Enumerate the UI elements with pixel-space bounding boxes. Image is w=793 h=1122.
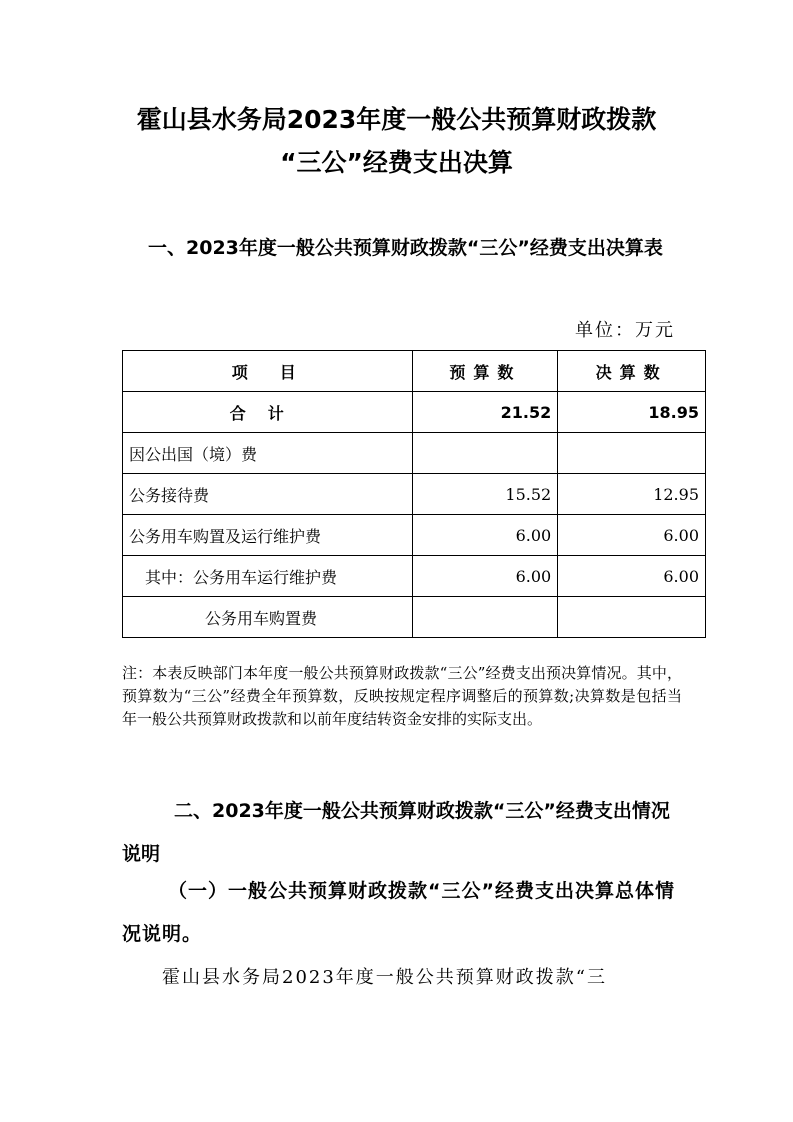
row-name: 公务用车购置费 (123, 597, 413, 638)
row-name: 公务用车购置及运行维护费 (123, 515, 413, 556)
row-budget (413, 433, 558, 474)
row-final: 6.00 (558, 556, 706, 597)
table-row (123, 433, 706, 474)
subsection1-heading: （一）一般公共预算财政拨款“三公”经费支出决算总体情况说明。 (122, 880, 675, 945)
row-budget: 6.00 (413, 556, 558, 597)
table-row (123, 556, 706, 597)
expenditure-table (122, 350, 706, 638)
section1-heading: 一、2023年度一般公共预算财政拨款“三公”经费支出决算表 (148, 237, 663, 259)
row-final: 18.95 (558, 392, 706, 433)
row-final (558, 433, 706, 474)
table-row-total (123, 392, 706, 433)
header-item: 项 目 (123, 351, 413, 392)
row-budget (413, 597, 558, 638)
header-budget: 预算数 (413, 351, 558, 392)
table-row (123, 474, 706, 515)
section2-heading: 二、2023年度一般公共预算财政拨款“三公”经费支出情况说明 (122, 800, 670, 865)
body-paragraph: 霍山县水务局2023年度一般公共预算财政拨款“三 (162, 967, 608, 988)
document-title-line2: “三公”经费支出决算 (280, 148, 513, 177)
row-budget: 21.52 (413, 392, 558, 433)
unit-label: 单位：万元 (575, 320, 675, 341)
table-row (123, 597, 706, 638)
header-final: 决算数 (558, 351, 706, 392)
table-note: 注：本表反映部门本年度一般公共预算财政拨款“三公”经费支出预决算情况。其中，预算数为“三公”经费全年预算数，反映按规定程序调整后的预算数;决算数是包括当年一般公共预算财政拨款和以前年度结转资金安排的实际支出。 (122, 664, 682, 728)
row-name: 公务接待费 (123, 474, 413, 515)
row-name: 因公出国（境）费 (123, 433, 413, 474)
table-row (123, 515, 706, 556)
table-header-row (123, 351, 706, 392)
row-budget: 15.52 (413, 474, 558, 515)
row-budget: 6.00 (413, 515, 558, 556)
document-title-line1: 霍山县水务局2023年度一般公共预算财政拨款 (136, 105, 657, 134)
row-name: 其中：公务用车运行维护费 (123, 556, 413, 597)
row-name: 合计 (123, 392, 413, 433)
row-final: 12.95 (558, 474, 706, 515)
row-final: 6.00 (558, 515, 706, 556)
row-final (558, 597, 706, 638)
